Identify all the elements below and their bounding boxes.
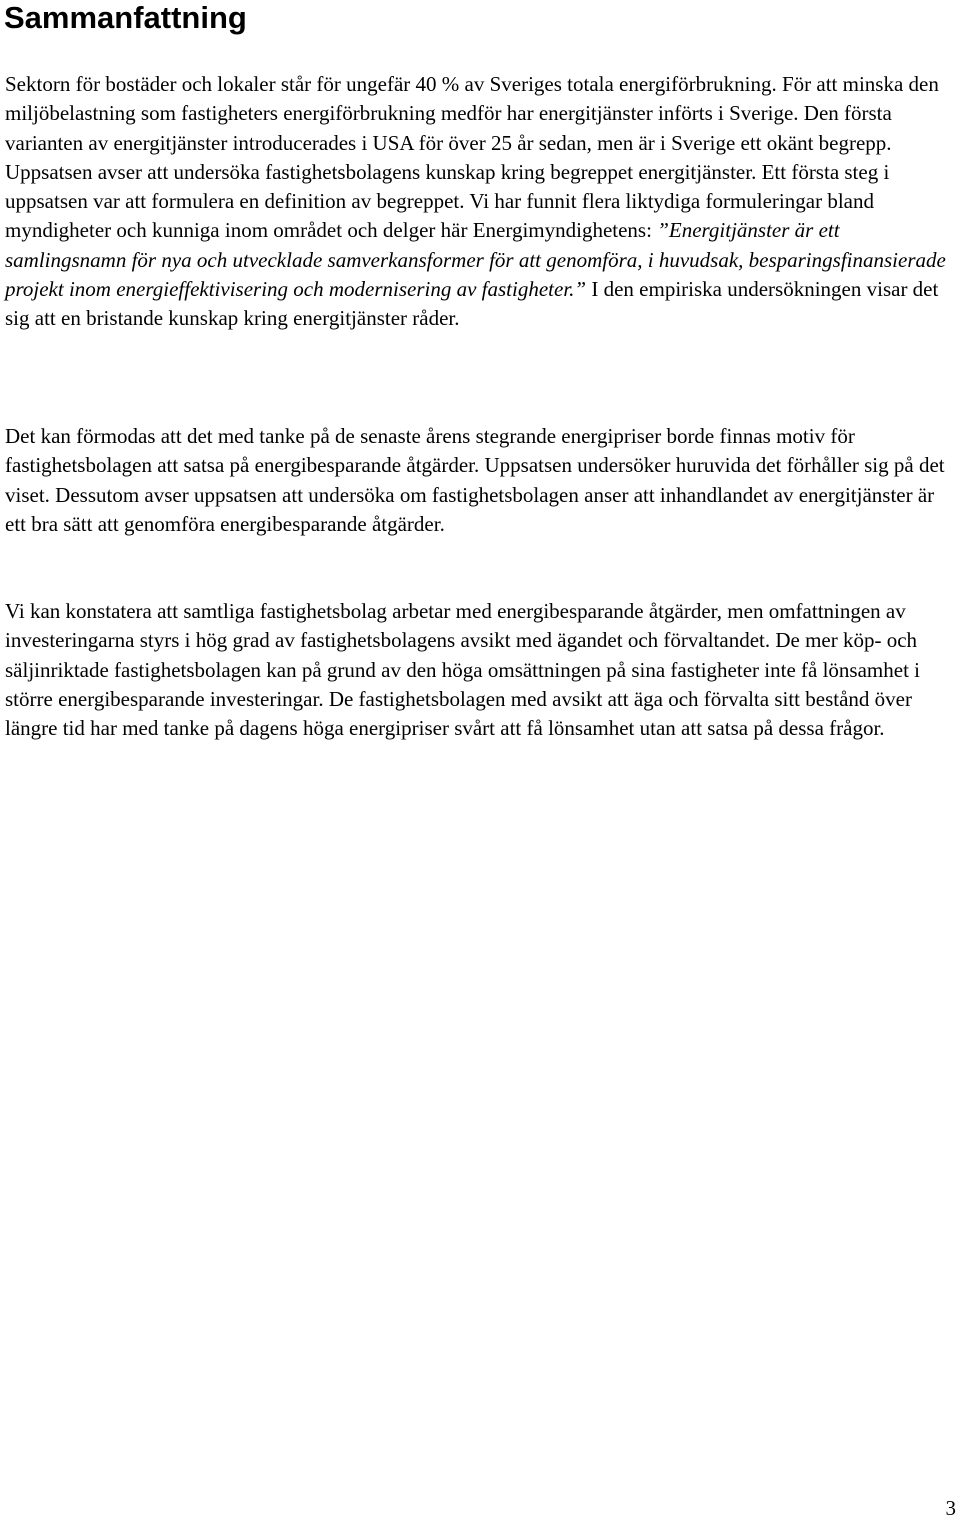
paragraph-text: Sektorn för bostäder och lokaler står för ungefär 40 % av Sveriges totala energiförbrukning. För att minska den miljöbelastning som fastigheters energiförbrukning medför har energitjänster införts i Sverige. Den första varianten av energitjänster introducerades i USA för över 25 år sedan, men är i Sverige ett okänt begrepp. Uppsatsen avser att undersöka fastighetsbolagens kunskap kring begreppet energitjänster. Ett första steg i uppsatsen var att formulera en definition av begreppet. Vi har funnit flera liktydiga formuleringar bland myndigheter och kunniga inom området och delger här Energimyndighetens: <box>5 72 939 243</box>
page-number: 3 <box>945 1496 956 1520</box>
summary-paragraph-3: Vi kan konstatera att samtliga fastighetsbolag arbetar med energibesparande åtgärder, men omfattningen av investeringarna styrs i hög grad av fastighetsbolagens avsikt med ägandet och förvaltandet. De mer köp- och säljinriktade fastighetsbolagen kan på grund av den höga omsättningen på sina fastigheter inte få lönsamhet i större energibesparande investeringar. De fastighetsbolagen med avsikt att äga och förvalta sitt bestånd över längre tid har med tanke på dagens höga energipriser svårt att få lönsamhet utan att satsa på dessa frågor. <box>5 599 920 741</box>
summary-paragraph-1 <box>5 70 960 334</box>
page-title: Sammanfattning <box>4 0 247 35</box>
summary-paragraph-2: Det kan förmodas att det med tanke på de senaste årens stegrande energipriser borde finnas motiv för fastighetsbolagen att satsa på energibesparande åtgärder. Uppsatsen undersöker huruvida det förhåller sig på det viset. Dessutom avser uppsatsen att undersöka om fastighetsbolagen anser att inhandlandet av energitjänster är ett bra sätt att genomföra energibesparande åtgärder. <box>5 424 945 536</box>
paragraph-text: I den empiriska undersökningen visar det sig att en bristande kunskap kring energitjänster råder. <box>5 277 939 331</box>
definition-quote: ”Energitjänster är ett samlingsnamn för nya och utvecklade samverkansformer för att genomföra, i huvudsak, besparingsfinansierade projekt inom energieffektivisering och modernisering av fastigheter.” <box>5 218 946 302</box>
